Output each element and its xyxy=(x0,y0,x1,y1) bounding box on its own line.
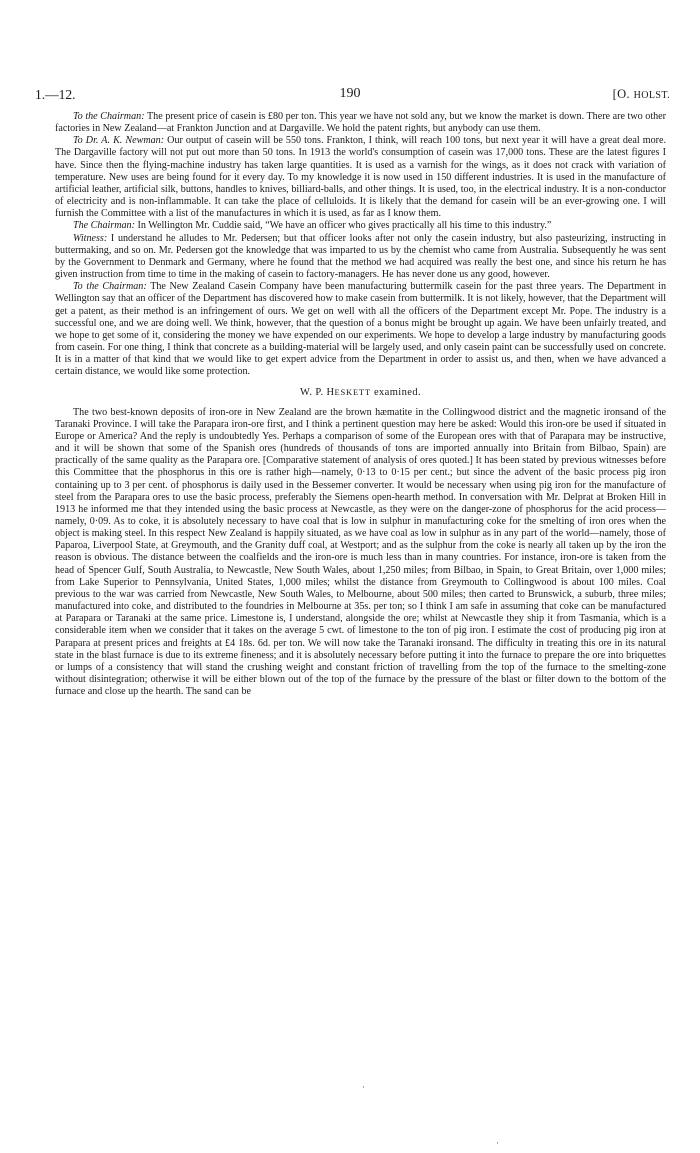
heading-initials: W. P. H xyxy=(299,387,335,399)
document-body xyxy=(55,111,666,698)
speaker: The Chairman: xyxy=(73,220,135,232)
paragraph-text: The New Zealand Casein Company have been manufacturing buttermilk casein for the past three years. The Department in Wellington say that an officer of the Department has discovered how to make casein from buttermilk. It is not likely, however, that the Department will get a patent, as their method is an infringement of ours. We get on well with all the officers of the Department except Mr. Pope. The industry is a successful one, and we are doing well. We think, however, that the question of a bonus might be brought up again. We have been unfairly treated, and we hope to get some of it, considering the money we have expended on our experiments. We hope to develop a large industry by manufacturing goods from casein. For one thing, I think that concrete as a building-material will be largely used, and only casein paint can be successfully used on concrete. It is in a matter of that kind that we would like to get expert advice from the Department in order to assist us, and then, when we have advanced a certain distance, we would like some protection. xyxy=(55,281,666,378)
witness-tag xyxy=(613,87,670,102)
paragraph xyxy=(55,220,666,232)
paragraph-text: The present price of casein is £80 per ton. This year we have not sold any, but we know the market is down. There are two other factories in New Zealand—at Frankton Junction and at Dargaville. We hold the patent rights, but anybody can use them. xyxy=(55,111,667,135)
paragraph-text: Our output of casein will be 550 tons. Frankton, I think, will reach 100 tons, but next year it will have a great deal more. The Dargaville factory will not put out more than 50 tons. In 1913 the world's consumption of casein was 17,000 tons. These are the latest figures I have. Since then the flying-machine industry has taken large quantities. It is used as a varnish for the wings, as it does not crack with variation of temperature. New uses are being found for it every day. To my knowledge it is now used in 150 different industries. It is used in the manufacture of artificial leather, artificial silk, buttons, handles to knives, billiard-balls, and other things. It is used, too, in the electrical industry. It is a non-conductor of electricity and is non-inflammable. It can take the place of celluloids. It is likely that the demand for casein will be an ever-growing one. I will furnish the Committee with a list of the manufactures in which it is used, as far as I know them. xyxy=(55,135,666,220)
paragraph xyxy=(55,135,666,220)
heading-surname: ESKETT xyxy=(334,387,371,398)
speaker: To the Chairman: xyxy=(73,111,145,122)
paragraph-text: I understand he alludes to Mr. Pedersen; but that officer looks after not only the casein industry, but also pasteurizing, instructing in buttermaking, and so on. Mr. Pedersen got the knowledge that was imparted to us by the chemist who came from Australia. Subsequently he was sent by the Government to Denmark and Germany, where he found that the method we had acquired was really the best one, and since his return he has given instruction from time to time in the making of casein to factory-managers. He has never done us any good, however. xyxy=(55,232,666,281)
paragraph xyxy=(55,407,666,699)
speaker: To the Chairman: xyxy=(73,281,147,293)
scan-speck: · xyxy=(362,1082,365,1092)
witness-surname: HOLST. xyxy=(633,90,670,101)
witness-initial: [O. xyxy=(612,87,634,101)
heading-suffix: examined. xyxy=(373,387,422,399)
page-number: 190 xyxy=(339,86,361,101)
scan-speck: · xyxy=(496,1138,499,1148)
paragraph xyxy=(55,233,666,282)
section-heading xyxy=(55,386,666,399)
paragraph-text: The two best-known deposits of iron-ore in New Zealand are the brown hæmatite in the Collingwood district and the magnetic ironsand of the Taranaki Province. I will take the Parapara iron-ore first, and I think a pertinent question may here be asked: Would this iron-ore be used if situated in Europe or America? And the reply is undoubtedly Yes. Perhaps a comparison of some of the European ores with that of Parapara may be instructive, and it will be shown that some of the Spanish ores (hundreds of thousands of tons are imported annually into Britain from Bilbao, Spain) are practically of the same quality as the Parapara ore. [Comparative statement of analysis of ores quoted.] It has been stated by previous witnesses before this Committee that the phosphorus in this ore is rather high—namely, 0·13 to 0·15 per cent.; but since the advent of the basic process pig iron containing up to 3 per cent. of phosphorus is daily used in the Bessemer converter. It would be necessary when using pig iron for the manufacture of steel from the Parapara ores to use the basic process, preferably the Siemens open-hearth method. In conversation with Mr. Delprat at Broken Hill in 1913 he informed me that they intended using the basic process at Newcastle, as they were on the danger-zone of phosphorus for the acid process—namely, 0·09. As to coke, it is absolutely necessary to have coal that is low in sulphur in manufacturing coke for the smelting of iron ores when the object is making steel. In this respect New Zealand is happily situated, as we have coal as low in sulphur as in any part of the world—namely, those of Paparoa, Liverpool State, at Greymouth, and the Granity duff coal, at Westport; and as the sulphur from the coke is nearly all taken up by the iron the reason is obvious. The distance between the coalfields and the iron-ore is much less than in many countries. For instance, iron-ore is taken from the head of Spencer Gulf, South Australia, to Newcastle, New South Wales, about 1,250 miles; from Bilbao, in Spain, to Great Britain, over 1,000 miles; from Lake Superior to Pennsylvania, United States, 1,000 miles; whilst the distance from Greymouth to Collingwood is about 100 miles. Coal previous to the war was carried from Newcastle, New South Wales, to Melbourne, about 500 miles; then carted to Brunswick, a suburb, three miles; manufactured into coke, and distributed to the foundries in Melbourne at 35s. per ton; so I think I am safe in assuming that coke can be manufactured at Parapara or Taranaki at the same price. Limestone is, I understand, alongside the ore; whilst at Newcastle they ship it from Tasmania, which is a considerable item when we consider that it takes on the average 5 cwt. of limestone to the ton of pig iron. I estimate the cost of producing pig iron at Parapara at present prices and freights at £4 18s. 6d. per ton. We will now take the Taranaki ironsand. The difficulty in treating this ore in its natural state in the blast furnace is due to its extreme fineness; and it is absolutely necessary before putting it into the furnace to prepare the ore into briquettes or lumps of a consistency that will stand the crushing weight and constant friction of travelling from the top of the furnace to the smelting-zone without disintegration; otherwise it will be either blown out of the top of the furnace by the pressure of the blast or filter down to the bottom of the furnace and close up the hearth. The sand can be xyxy=(55,406,666,698)
paragraph xyxy=(55,111,666,135)
paragraph xyxy=(55,281,666,378)
speaker: Witness: xyxy=(73,232,108,244)
speaker: To Dr. A. K. Newman: xyxy=(73,135,165,147)
paragraph-text: In Wellington Mr. Cuddie said, “We have an officer who gives practically all his time to this industry.” xyxy=(137,220,552,232)
document-reference: 1.—12. xyxy=(35,87,76,102)
